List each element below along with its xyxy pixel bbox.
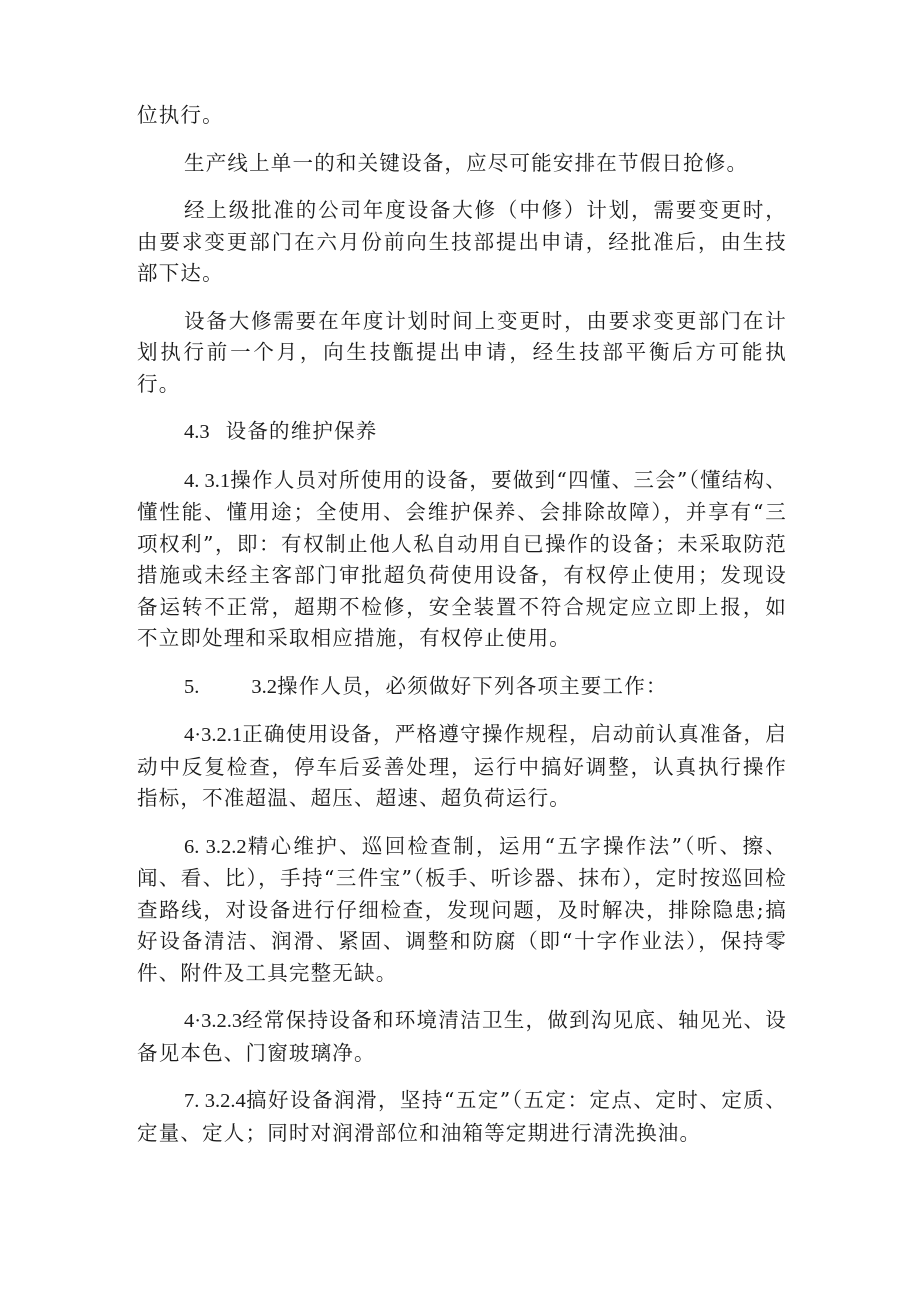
paragraph-plan-change	[137, 195, 787, 290]
paragraph-text: 位执行。	[137, 103, 224, 127]
paragraph-text: 搞好设备润滑，坚持“五定”（五定：定点、定时、定质、定量、定人；同时对润滑部位和油箱等定期进行清洗换油。	[137, 1088, 787, 1145]
clause-number: 7. 3.2.4	[184, 1090, 246, 1112]
paragraph-4-3-2-1	[137, 719, 787, 815]
document-page	[137, 100, 787, 1165]
section-heading-4-3	[137, 416, 787, 449]
paragraph-4-3-2-3	[137, 1005, 787, 1069]
paragraph-3-2-4	[137, 1085, 787, 1149]
paragraph-text: 设备大修需要在年度计划时间上变更时，由要求变更部门在计划执行前一个月，向生技甑提出申请，经生技部平衡后方可能执行。	[137, 308, 787, 396]
clause-number: 4·3.2.1	[184, 724, 243, 746]
paragraph-text: 精心维护、巡回检查制，运用“五字操作法”（听、擦、闻、看、比），手持“三件宝”（板手、听诊器、抹布），定时按巡回检查路线，对设备进行仔细检查，发现问题，及时解决，排除隐患;搞好设备清洁、润滑、紧固、调整和防腐（即“十字作业法），保持零件、附件及工具完整无缺。	[137, 833, 788, 985]
paragraph-text: 正确使用设备，严格遵守操作规程，启动前认真准备，启动中反复检查，停车后妥善处理，运行中搞好调整，认真执行操作指标，不准超温、超压、超速、超负荷运行。	[137, 722, 787, 810]
paragraph-3-2	[137, 671, 787, 704]
clause-number: 4·3.2.3	[184, 1010, 243, 1032]
paragraph-text: 操作人员对所使用的设备，要做到“四懂、三会”（懂结构、懂性能、懂用途；全使用、会维护保养、会排除故障），并享有“三项权利”，即：有权制止他人私自动用自已操作的设备；未采取防范措施或未经主客部门审批超负荷使用设备，有权停止使用；发现设备运转不正常，超期不检修，安全装置不符合规定应立即上报，如不立即处理和采取相应措施，有权停止使用。	[137, 467, 788, 650]
paragraph-continuation	[137, 100, 787, 132]
paragraph-key-equipment	[137, 148, 787, 180]
section-title: 设备的维护保养	[225, 419, 378, 443]
paragraph-4-3-1	[137, 465, 787, 655]
clause-subnumber: 3.2	[251, 675, 277, 698]
paragraph-overhaul-change	[137, 306, 787, 401]
paragraph-text: 经常保持设备和环境清洁卫生，做到沟见底、轴见光、设备见本色、门窗玻璃净。	[137, 1008, 787, 1065]
clause-number: 5.	[184, 675, 200, 698]
clause-number: 6. 3.2.2	[184, 835, 247, 858]
paragraph-text: 操作人员，必须做好下列各项主要工作：	[277, 673, 668, 698]
paragraph-3-2-2	[137, 831, 787, 990]
clause-number: 4. 3.1	[184, 469, 231, 492]
section-number: 4.3	[184, 421, 210, 443]
paragraph-text: 经上级批准的公司年度设备大修（中修）计划，需要变更时，由要求变更部门在六月份前向生技部提出申请，经批准后，由生技部下达。	[137, 198, 787, 285]
paragraph-text: 生产线上单一的和关键设备，应尽可能安排在节假日抢修。	[184, 150, 749, 175]
